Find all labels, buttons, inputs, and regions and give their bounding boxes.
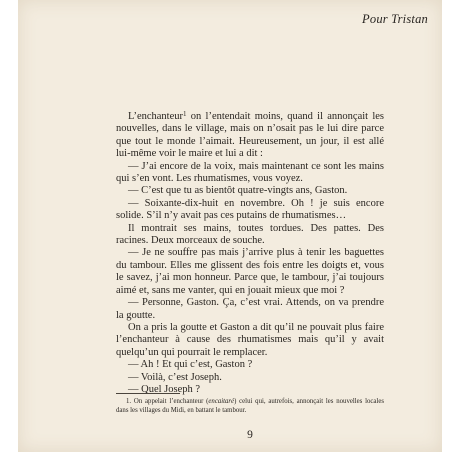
paragraph-10: — Voilà, c’est Joseph.: [128, 371, 222, 383]
running-head: Pour Tristan: [362, 12, 428, 26]
paragraph-2: — J’ai encore de la voix, mais maintenant ce sont les mains qui s’en vont. Les rhumatismes, vous voyez.: [116, 160, 384, 185]
book-page: [18, 0, 442, 452]
paragraph-9: — Ah ! Et qui c’est, Gaston ?: [128, 359, 253, 371]
page-number: 9: [247, 429, 253, 441]
paragraph-5: Il montrait ses mains, toutes tordues. Des pattes. Des racines. Deux morceaux de souche.: [116, 222, 384, 247]
paragraph-7: — Personne, Gaston. Ça, c’est vrai. Attends, on va prendre la goutte.: [116, 297, 384, 321]
footnote-term: encaitaré: [208, 398, 235, 405]
footnote-reference: 1: [183, 110, 187, 118]
paragraph-1-rest: on l’entendait moins, quand il annonçait les nouvelles, dans le village, mais on n’osait pas le lui dire parce que tout le monde l’aimait. Heureusement, un jour, il est allé lui-même voir le maire et lui a dit :: [116, 111, 384, 160]
footnote-rest: ) celui qui, autrefois, annonçait les nouvelles locales dans les villages du Midi, en battant le tambour.: [116, 398, 384, 414]
footnote-number: 1.: [126, 398, 132, 405]
paragraph-4: — Soixante-dix-huit en novembre. Oh ! je suis encore solide. S’il n’y avait pas ces putains de rhumatismes…: [116, 197, 384, 222]
body-text: [116, 111, 384, 396]
paragraph-11: — Quel Joseph ?: [128, 383, 201, 395]
footnote: [116, 398, 384, 415]
paragraph-1: [116, 111, 384, 161]
paragraph-3: — C’est que tu as bientôt quatre-vingts ans, Gaston.: [128, 185, 348, 197]
footnote-divider: [116, 393, 180, 394]
paragraph-1-start: L’enchanteur: [128, 111, 184, 122]
footnote-text: [116, 398, 384, 415]
paragraph-8: On a pris la goutte et Gaston a dit qu’il ne pouvait plus faire l’enchanteur à cause des rhumatismes mais qu’il y avait quelqu’un qui pourrait le remplacer.: [116, 321, 384, 358]
footnote-lead: On appelait l’enchanteur (: [131, 398, 209, 405]
paragraph-6: — Je ne souffre pas mais j’arrive plus à tenir les baguettes du tambour. Elles me glissent des fois entre les doigts et, vous le savez, j’ai mon honneur. Parce que, le tambour, j’ai toujours aimé et, sans me vanter, qui en jouait mieux que moi ?: [116, 247, 384, 296]
